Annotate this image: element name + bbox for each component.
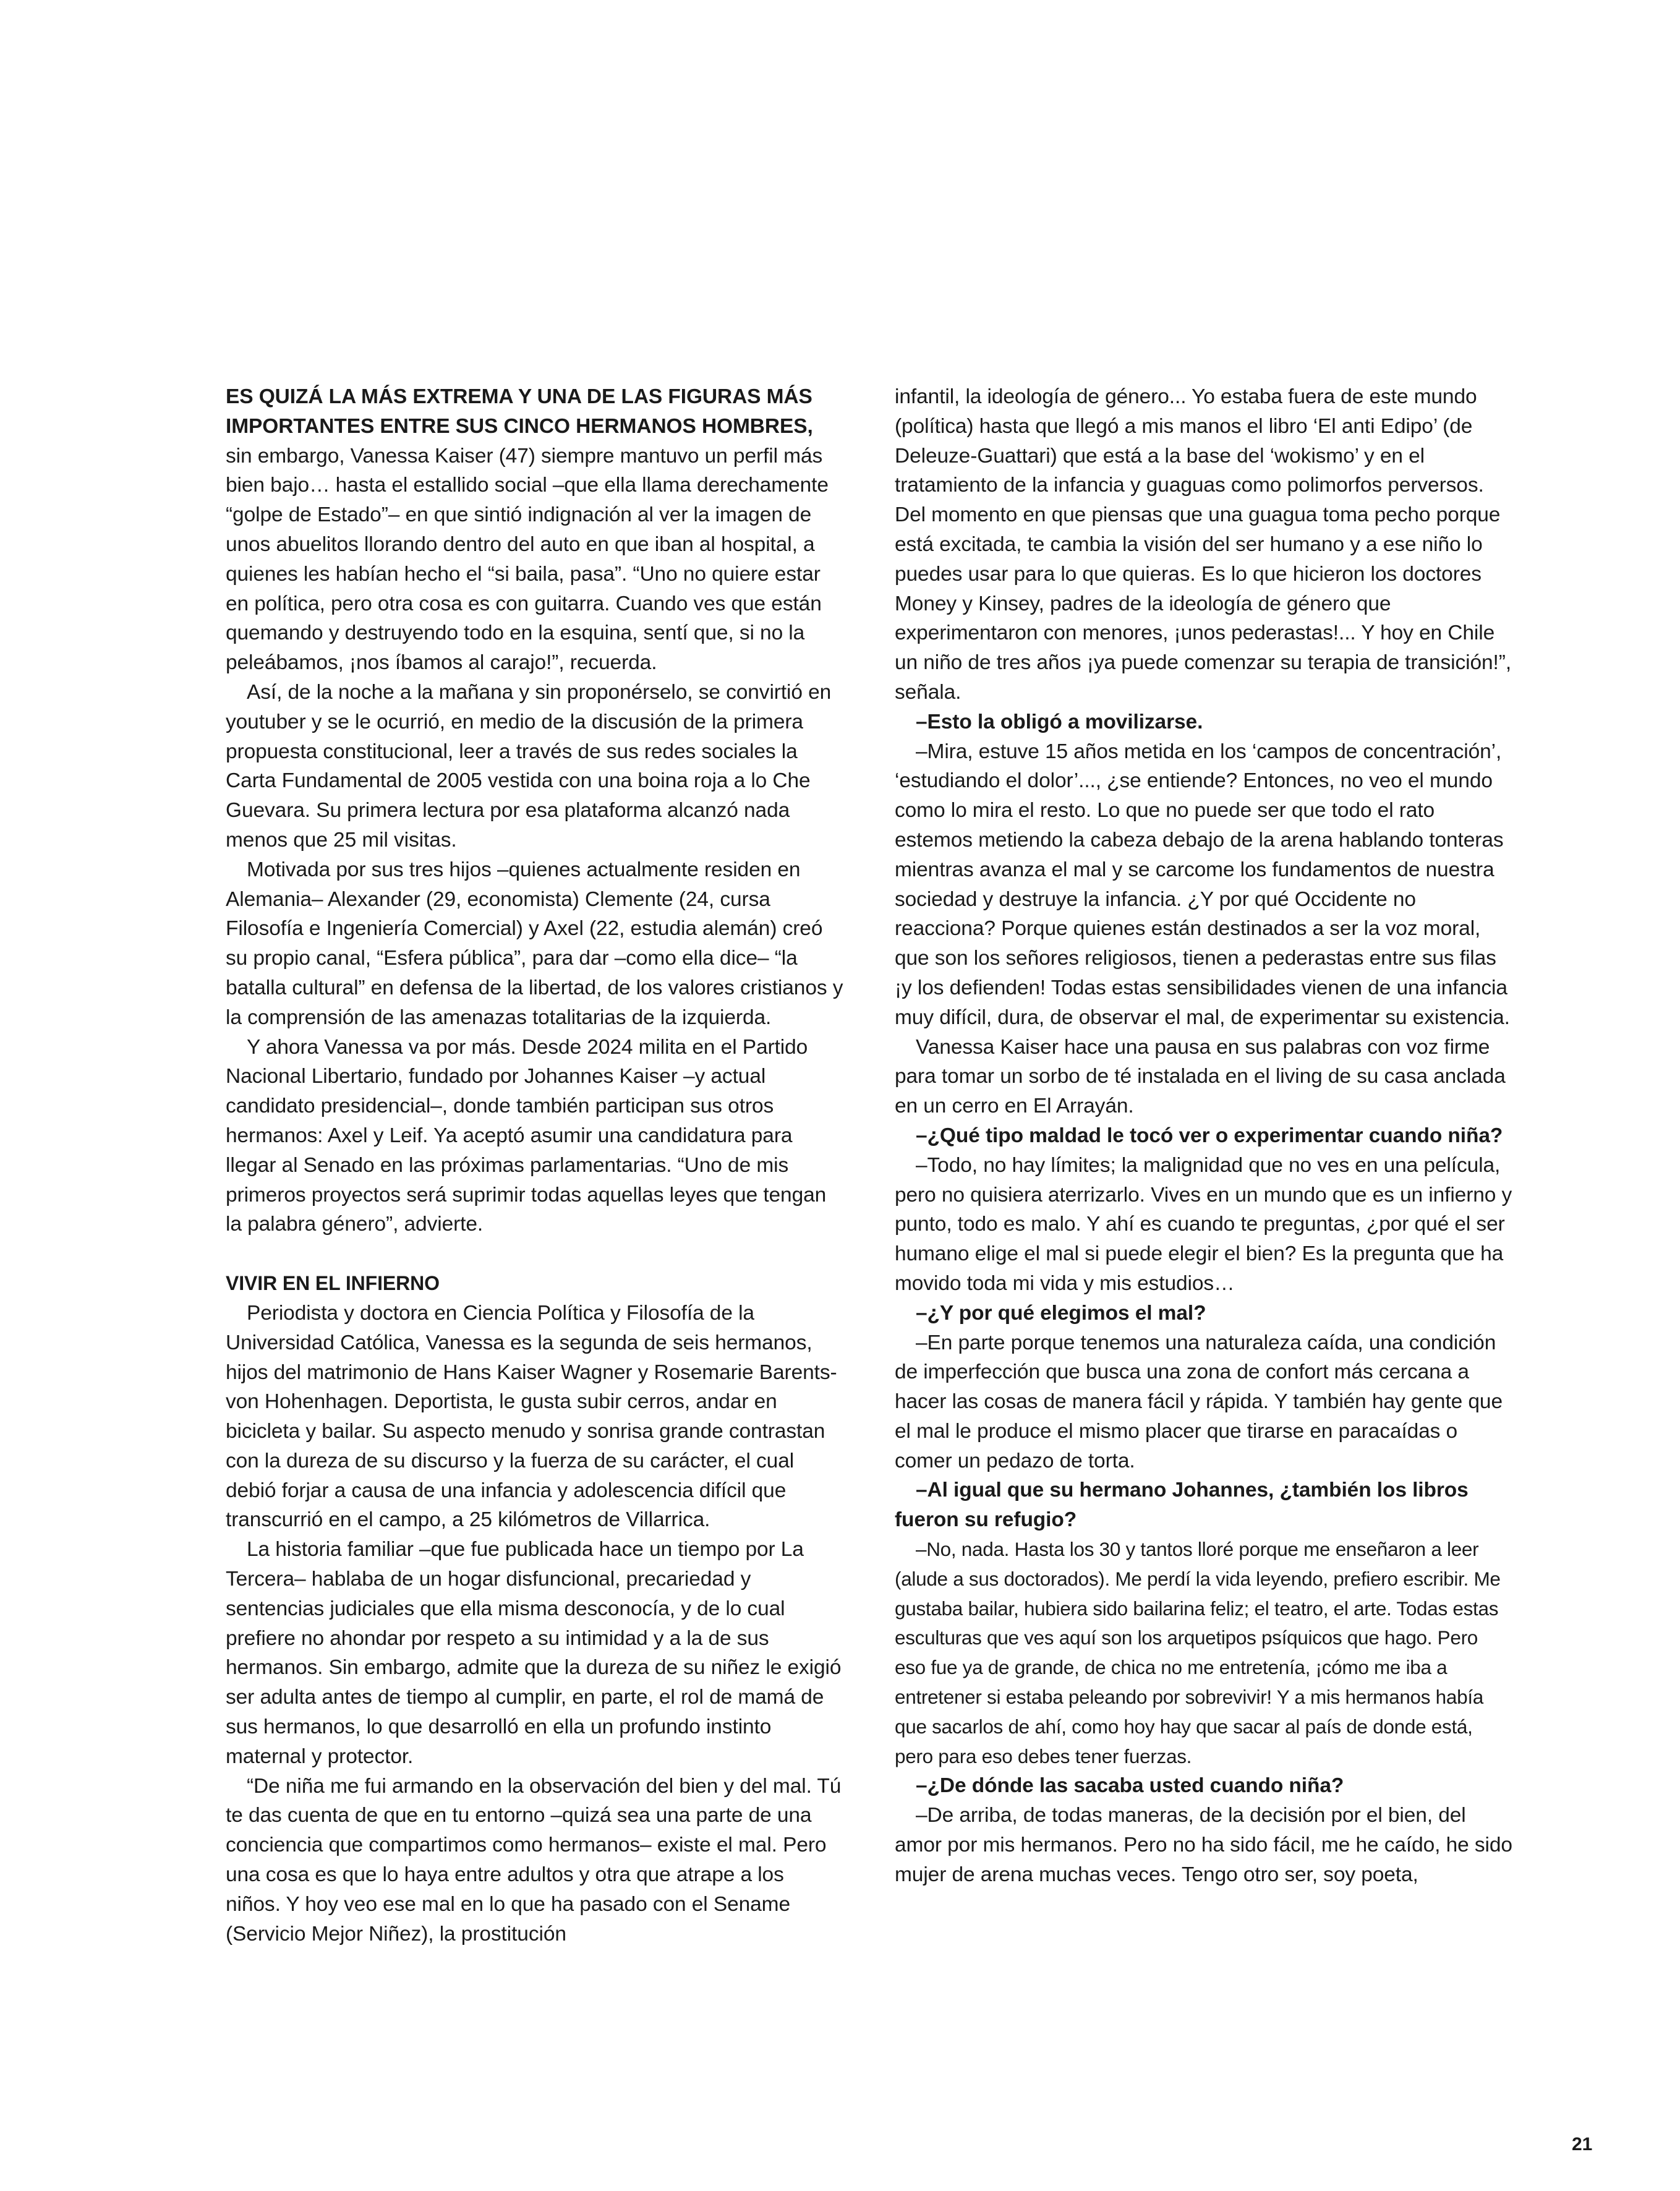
paragraph-quote-childhood: “De niña me fui armando en la observación del bien y del mal. Tú te das cuenta de que en tu entorno –quizá sea una parte de una conciencia que compartimos como hermanos– existe el mal. Pero una cosa es que lo haya entre adultos y otra que atrape a los niños. Y hoy veo ese mal en lo que ha pasado con el Sename (Servicio Mejor Niñez), la prostitución [226, 1774, 842, 1945]
answer-2: –Todo, no hay límites; la malignidad que no ves en una película, pero no quisiera aterrizarlo. Vives en un mundo que es un infierno y punto, todo es malo. Y ahí es cuando te preguntas, ¿por qué el ser humano elige el mal si puede elegir el bien? Es la pregunta que ha movido toda mi vida y mis estudios… [895, 1153, 1512, 1295]
lead-paragraph [226, 382, 844, 678]
question-3: –¿Y por qué elegimos el mal? [916, 1301, 1206, 1325]
lead-caps-text: ES QUIZÁ LA MÁS EXTREMA Y UNA DE LAS FIGURAS MÁS IMPORTANTES ENTRE SUS CINCO HERMANOS HOMBRES, [226, 385, 813, 438]
lead-body-text: sin embargo, Vanessa Kaiser (47) siempre mantuvo un perfil más bien bajo… hasta el estallido social –que ella llama derechamente “golpe de Estado”– en que sintió indignación al ver la imagen de unos abuelitos llorando dentro del auto en que iban al hospital, a quienes les habían hecho el “si baila, pasa”. “Uno no quiere estar en política, pero otra cosa es con guitarra. Cuando ves que están quemando y destruyendo todo en la esquina, sentí que, si no la peleábamos, ¡nos íbamos al carajo!”, recuerda. [226, 444, 829, 675]
answer-4: –No, nada. Hasta los 30 y tantos lloré porque me enseñaron a leer (alude a sus doctorados). Me perdí la vida leyendo, prefiero escribir. Me gustaba bailar, hubiera sido bailarina feliz; el teatro, el arte. Todas estas esculturas que ves aquí son los arquetipos psíquicos que hago. Pero eso fue ya de grande, de chica no me entretenía, ¡cómo me iba a entretener si estaba peleando por sobrevivir! Y a mis hermanos había que sacarlos de ahí, como hoy hay que sacar al país de donde está, pero para eso debes tener fuerzas. [895, 1538, 1501, 1767]
section-title: VIVIR EN EL INFIERNO [226, 1272, 440, 1295]
answer-1: –Mira, estuve 15 años metida en los ‘campos de concentración’, ‘estudiando el dolor’..., ¿se entiende? Entonces, no veo el mundo como lo mira el resto. Lo que no puede ser que todo el rato estemos metiendo la cabeza debajo de la arena hablando tonteras mientras avanza el mal y se carcome los fundamentos de nuestra sociedad y destruye la infancia. ¿Y por qué Occidente no reacciona? Porque quienes están destinados a ser la voz moral, que son los señores religiosos, tienen a pederastas entre sus filas ¡y los defienden! Todas estas sensibilidades vienen de una infancia muy difícil, dura, de observar el mal, de experimentar su existencia. [895, 740, 1510, 1029]
page-number: 21 [1572, 2134, 1593, 2155]
paragraph-senate: Y ahora Vanessa va por más. Desde 2024 milita en el Partido Nacional Libertario, fundado por Johannes Kaiser –y actual candidato presidencial–, donde también participan sus otros hermanos: Axel y Leif. Ya aceptó asumir una candidatura para llegar al Senado en las próximas parlamentarias. “Uno de mis primeros proyectos será suprimir todas aquellas leyes que tengan la palabra género”, advierte. [226, 1035, 827, 1236]
question-2: –¿Qué tipo maldad le tocó ver o experimentar cuando niña? [916, 1124, 1503, 1147]
article-column-right [895, 382, 1513, 1890]
question-5: –¿De dónde las sacaba usted cuando niña? [916, 1774, 1344, 1798]
article-column-left [226, 382, 844, 1949]
question-1: –Esto la obligó a movilizarse. [916, 710, 1203, 733]
question-4: –Al igual que su hermano Johannes, ¿también los libros fueron su refugio? [895, 1479, 1469, 1532]
paragraph-biography: Periodista y doctora en Ciencia Política y Filosofía de la Universidad Católica, Vanessa es la segunda de seis hermanos, hijos del matrimonio de Hans Kaiser Wagner y Rosemarie Barents-von Hohenhagen. Deportista, le gusta subir cerros, andar en bicicleta y bailar. Su aspecto menudo y sonrisa grande contrastan con la dureza de su discurso y la fuerza de su carácter, el cual debió forjar a causa de una infancia y adolescencia difícil que transcurrió en el campo, a 25 kilómetros de Villarrica. [226, 1301, 837, 1532]
answer-3: –En parte porque tenemos una naturaleza caída, una condición de imperfección que busca una zona de confort más cercana a hacer las cosas de manera fácil y rápida. Y también hay gente que el mal le produce el mismo placer que tirarse en paracaídas o comer un pedazo de torta. [895, 1331, 1503, 1472]
paragraph-pause: Vanessa Kaiser hace una pausa en sus palabras con voz firme para tomar un sorbo de té instalada en el living de su casa anclada en un cerro en El Arrayán. [895, 1035, 1506, 1118]
paragraph-ideology: infantil, la ideología de género... Yo estaba fuera de este mundo (política) hasta que llegó a mis manos el libro ‘El anti Edipo’ (de Deleuze-Guattari) que está a la base del ‘wokismo’ y en el tratamiento de la infancia y guaguas como polimorfos perversos. Del momento en que piensas que una guagua toma pecho porque está excitada, te cambia la visión del ser humano y a ese niño lo puedes usar para lo que quieras. Es lo que hicieron los doctores Money y Kinsey, padres de la ideología de género que experimentaron con menores, ¡unos pederastas!... Y hoy en Chile un niño de tres años ¡ya puede comenzar su terapia de transición!”, señala. [895, 385, 1512, 704]
paragraph-channel: Motivada por sus tres hijos –quienes actualmente residen en Alemania– Alexander (29, economista) Clemente (24, cursa Filosofía e Ingeniería Comercial) y Axel (22, estudia alemán) creó su propio canal, “Esfera pública”, para dar –como ella dice– “la batalla cultural” en defensa de la libertad, de los valores cristianos y la comprensión de las amenazas totalitarias de la izquierda. [226, 858, 843, 1029]
answer-5: –De arriba, de todas maneras, de la decisión por el bien, del amor por mis hermanos. Pero no ha sido fácil, me he caído, he sido mujer de arena muchas veces. Tengo otro ser, soy poeta, [895, 1804, 1512, 1886]
paragraph-youtuber: Así, de la noche a la mañana y sin proponérselo, se convirtió en youtuber y se le ocurrió, en medio de la discusión de la primera propuesta constitucional, leer a través de sus redes sociales la Carta Fundamental de 2005 vestida con una boina roja a lo Che Guevara. Su primera lectura por esa plataforma alcanzó nada menos que 25 mil visitas. [226, 680, 832, 852]
paragraph-family-history: La historia familiar –que fue publicada hace un tiempo por La Tercera– hablaba de un hogar disfuncional, precariedad y sentencias judiciales que ella misma desconocía, y de lo cual prefiere no ahondar por respeto a su intimidad y a la de sus hermanos. Sin embargo, admite que la dureza de su niñez le exigió ser adulta antes de tiempo al cumplir, en parte, el rol de mamá de sus hermanos, lo que desarrolló en ella un profundo instinto maternal y protector. [226, 1538, 842, 1768]
